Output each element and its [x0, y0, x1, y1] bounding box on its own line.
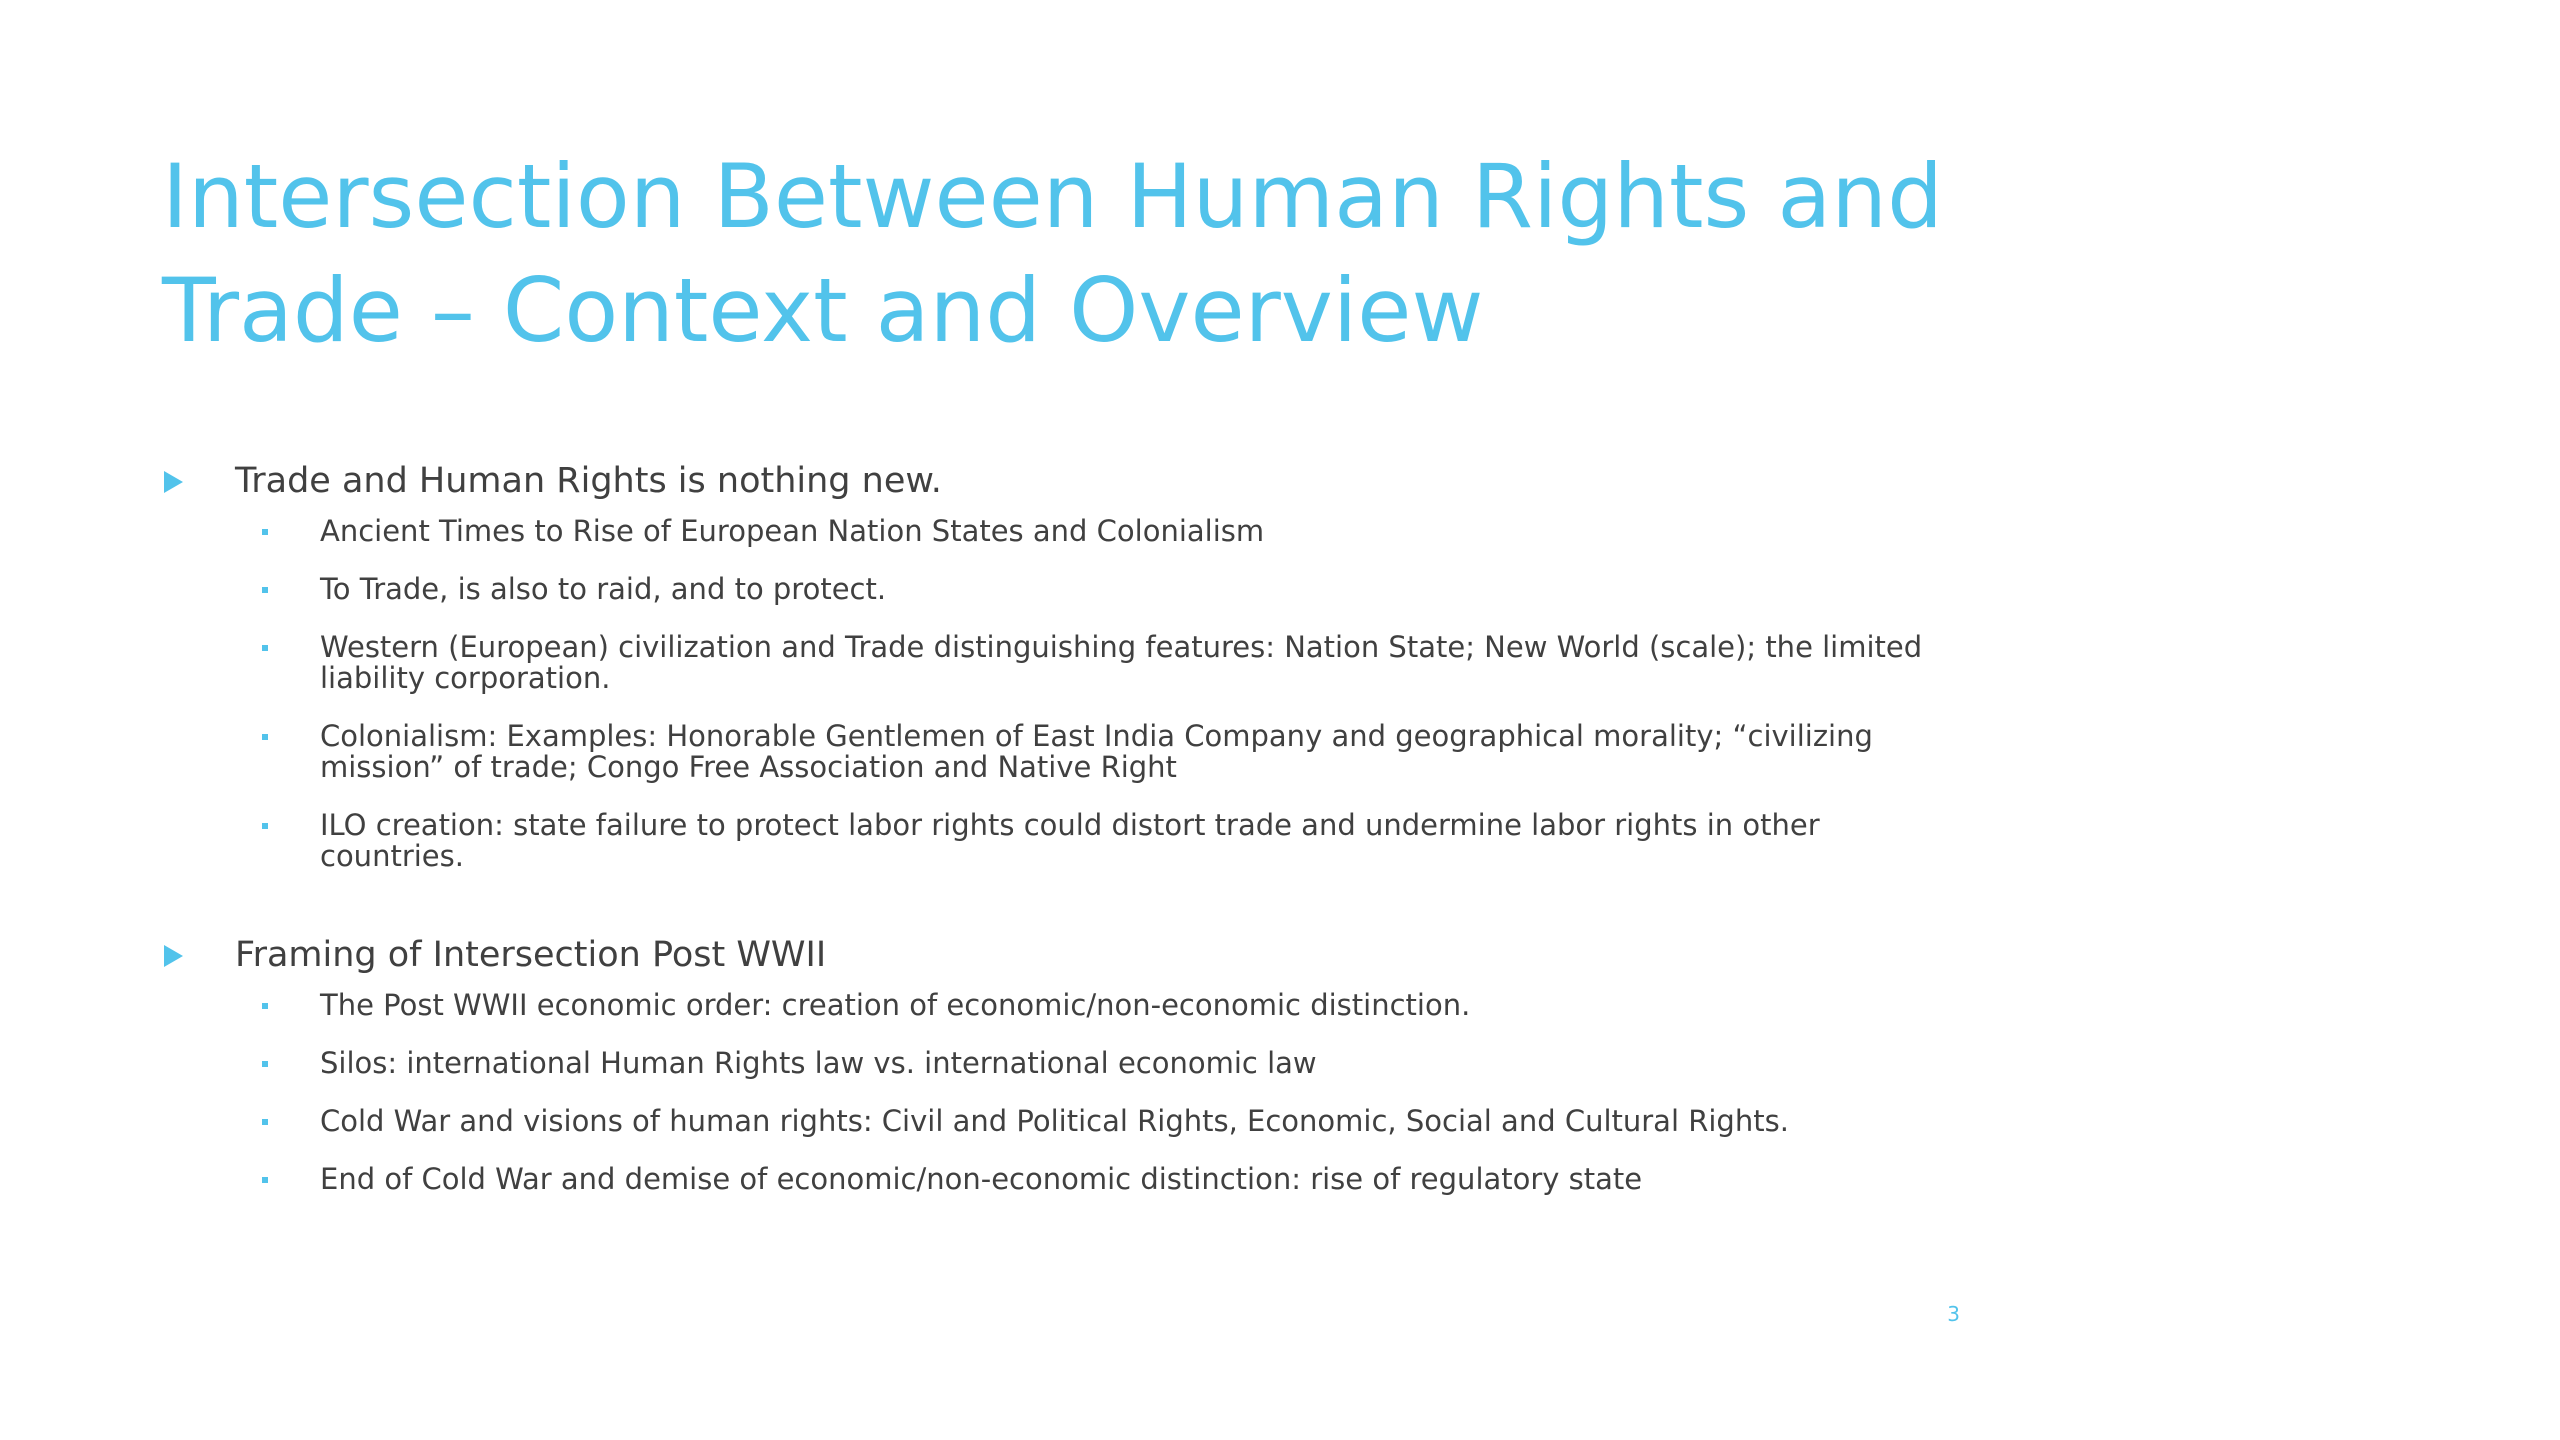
list-item-text: Ancient Times to Rise of European Nation States and Colonialism: [320, 514, 1265, 548]
slide-title: [162, 140, 2062, 368]
section-heading-text: Trade and Human Rights is nothing new.: [235, 461, 942, 501]
list-item-text: Western (European) civilization and Trade distinguishing features: Nation State; New World (scale); the limited: [320, 630, 1923, 664]
triangle-right-icon: [164, 945, 183, 967]
section-heading: [162, 932, 1962, 978]
square-bullet-icon: [262, 1177, 268, 1183]
slide-title-line-2: Trade – Context and Overview: [162, 259, 1484, 362]
triangle-right-icon: [164, 471, 183, 493]
square-bullet-icon: [262, 1003, 268, 1009]
list-item-text: The Post WWII economic order: creation of economic/non-economic distinction.: [320, 988, 1471, 1022]
list-item-text-continued: countries.: [320, 839, 464, 873]
list-item: [162, 1106, 1962, 1137]
section-heading-text: Framing of Intersection Post WWII: [235, 935, 827, 975]
list-item: [162, 1164, 1962, 1195]
square-bullet-icon: [262, 645, 268, 651]
square-bullet-icon: [262, 529, 268, 535]
list-item: [162, 632, 1962, 694]
list-item-text-continued: mission” of trade; Congo Free Association and Native Right: [320, 750, 1177, 784]
slide-title-line-1: Intersection Between Human Rights and: [162, 145, 1943, 248]
list-item: [162, 574, 1962, 605]
square-bullet-icon: [262, 587, 268, 593]
list-item-text-continued: liability corporation.: [320, 661, 611, 695]
list-item-text: To Trade, is also to raid, and to protect.: [320, 572, 887, 606]
section-2: [162, 932, 1962, 1195]
bullet-list: [162, 990, 1962, 1195]
section-1: [162, 458, 1962, 872]
square-bullet-icon: [262, 1061, 268, 1067]
list-item: [162, 1048, 1962, 1079]
section-heading: [162, 458, 1962, 504]
list-item-text: End of Cold War and demise of economic/non-economic distinction: rise of regulatory state: [320, 1162, 1643, 1196]
list-item: [162, 990, 1962, 1021]
list-item: [162, 516, 1962, 547]
square-bullet-icon: [262, 1119, 268, 1125]
list-item: [162, 810, 1962, 872]
square-bullet-icon: [262, 734, 268, 740]
square-bullet-icon: [262, 823, 268, 829]
bullet-list: [162, 516, 1962, 872]
page-number: 3: [1947, 1302, 1960, 1326]
list-item-text: Colonialism: Examples: Honorable Gentlemen of East India Company and geographical morality; “civilizing: [320, 719, 1873, 753]
list-item-text: ILO creation: state failure to protect labor rights could distort trade and undermine labor rights in other: [320, 808, 1820, 842]
slide-body: [162, 458, 1962, 1222]
list-item-text: Silos: international Human Rights law vs. international economic law: [320, 1046, 1317, 1080]
list-item: [162, 721, 1962, 783]
list-item-text: Cold War and visions of human rights: Civil and Political Rights, Economic, Social and Cultural Rights.: [320, 1104, 1789, 1138]
